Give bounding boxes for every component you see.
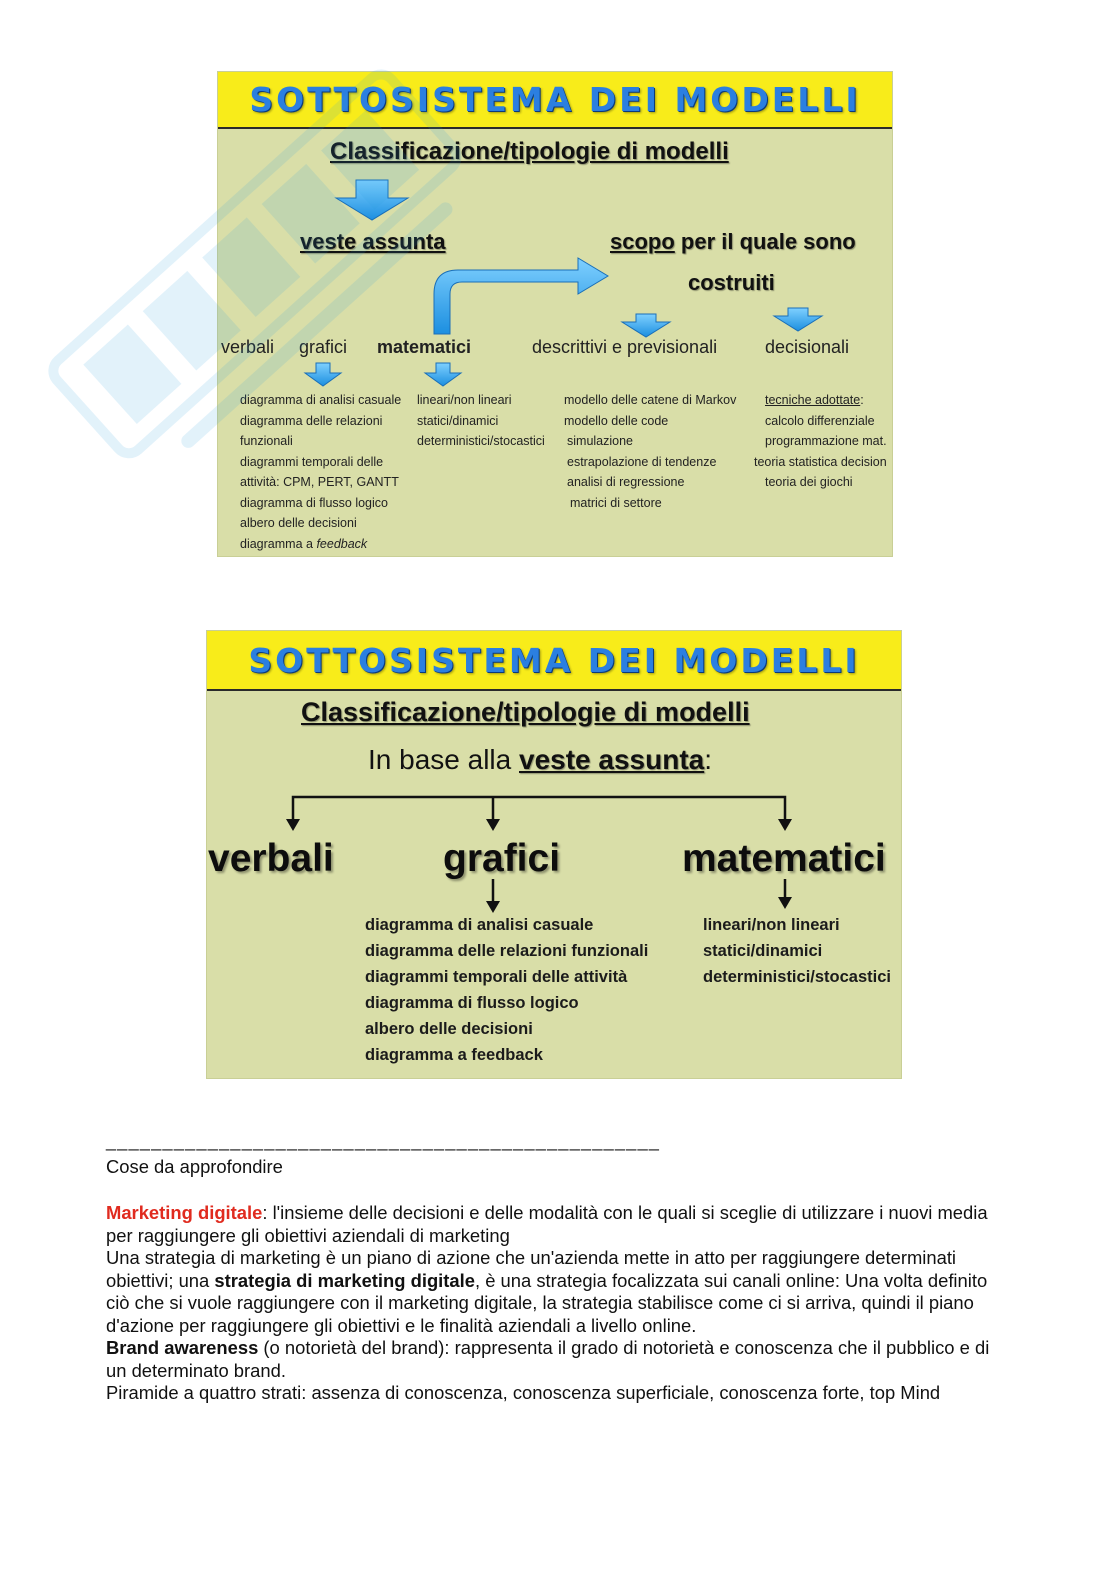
slide-2-title: SOTTOSISTEMA DEI MODELLI [248, 640, 860, 680]
down-arrow-icon [305, 363, 341, 386]
down-arrow-icon [486, 819, 500, 831]
down-arrow-icon [622, 314, 670, 337]
list-item: diagramma delle relazioni funzionali [365, 942, 649, 960]
list-item: lineari/non lineari [417, 393, 512, 407]
list-item: statici/dinamici [417, 413, 499, 428]
list-item: diagramma a feedback [240, 536, 368, 551]
branch-scopo [610, 229, 856, 255]
matematici-list [703, 912, 891, 990]
slide-1 [218, 72, 892, 556]
down-arrow-icon [774, 308, 822, 331]
list-item: statici/dinamici [703, 942, 823, 960]
decisionali-list [754, 390, 887, 493]
slide-1-title: SOTTOSISTEMA DEI MODELLI [249, 80, 861, 119]
paragraph-piramide: Piramide a quattro strati: assenza di conoscenza, conoscenza superficiale, conoscenza forte, top Mind [106, 1382, 941, 1403]
category-matematici: matematici [377, 337, 472, 357]
descrittivi-list [564, 390, 736, 513]
list-item: diagramma di analisi casuale [240, 393, 402, 407]
term-marketing-digitale: Marketing digitale [106, 1202, 263, 1223]
category-verbali: verbali [208, 837, 334, 880]
bent-arrow-icon [434, 258, 608, 334]
down-arrow-icon [778, 819, 792, 831]
grafici-list [240, 390, 401, 554]
list-item: deterministici/stocastici [417, 434, 545, 448]
slide-2 [207, 631, 901, 1078]
category-grafici: grafici [443, 837, 561, 880]
list-item: diagramma di flusso logico [240, 495, 388, 510]
list-item: matrici di settore [570, 495, 662, 510]
list-item: simulazione [567, 434, 634, 448]
list-item: estrapolazione di tendenze [567, 454, 717, 469]
list-item: attività: CPM, PERT, GANTT [240, 475, 399, 489]
list-item: teoria statistica decision [754, 454, 887, 469]
notes-body [106, 1202, 1006, 1405]
down-arrow-icon [286, 819, 300, 831]
list-item: diagramma di flusso logico [365, 994, 579, 1012]
list-item: diagramma a feedback [365, 1046, 543, 1064]
basis-line: In base alla veste assunta: [368, 744, 712, 775]
grafici-list [365, 912, 648, 1068]
term-strategia-digitale: strategia di marketing digitale [214, 1269, 475, 1291]
list-item: analisi di regressione [567, 475, 685, 489]
list-item: tecniche adottate: [765, 393, 864, 407]
list-item: diagrammi temporali delle attività [365, 968, 628, 986]
category-verbali: verbali [221, 337, 275, 357]
paragraph-strategia: Una strategia di marketing è un piano di azione che un'azienda mette in atto per raggiungere determinati obiettivi; una strategia di marketing digitale, è una strategia focalizzata sui canali online: Una volta definito ciò che si vuole raggiungere con il marketing digitale, la strategia stabilisce come ci si arriva, quindi il piano d'azione per raggiungere gli obiettivi e le finalità aziendali a livello online. [106, 1247, 988, 1336]
separator-line: _________________________________________________ [106, 1131, 661, 1151]
list-item: deterministici/stocastici [703, 968, 891, 986]
list-item: diagrammi temporali delle [240, 454, 384, 469]
branch-costruiti: costruiti [688, 270, 775, 295]
down-arrow-icon [425, 363, 461, 386]
list-item: lineari/non lineari [703, 916, 840, 934]
term-brand-awareness: Brand awareness [106, 1337, 259, 1358]
category-descrittivi: descrittivi e previsionali [532, 337, 718, 357]
list-item: modello delle code [564, 413, 669, 428]
list-item: albero delle decisioni [365, 1020, 533, 1038]
list-item: diagramma delle relazioni [240, 413, 383, 428]
list-item: albero delle decisioni [240, 516, 357, 530]
list-item: modello delle catene di Markov [564, 393, 737, 407]
paragraph-marketing-digitale: Marketing digitale: l'insieme delle decisioni e delle modalità con le quali si sceglie di utilizzare i nuovi media per raggiungere gli obiettivi aziendali di marketing [106, 1202, 988, 1246]
list-item: teoria dei giochi [765, 475, 853, 489]
branch-veste-assunta: veste assunta [300, 229, 446, 254]
down-arrow-icon [336, 180, 408, 220]
list-item: calcolo differenziale [765, 413, 875, 428]
list-item: diagramma di analisi casuale [365, 916, 594, 934]
category-decisionali: decisionali [765, 337, 850, 357]
slide-2-subtitle: Classificazione/tipologie di modelli [301, 697, 750, 727]
notes-heading: Cose da approfondire [106, 1156, 283, 1177]
paragraph-brand-awareness: Brand awareness (o notorietà del brand): rappresenta il grado di notorietà e conoscenza che il pubblico e di un determinato brand. [106, 1337, 990, 1381]
category-grafici: grafici [299, 337, 348, 357]
list-item: programmazione mat. [765, 434, 887, 448]
matematici-list [417, 390, 545, 452]
list-item: funzionali [240, 434, 293, 448]
slide-1-subtitle: Classificazione/tipologie di modelli [330, 138, 729, 165]
scopo-rest: per il quale sono [674, 229, 856, 254]
category-matematici: matematici [682, 837, 886, 880]
down-arrow-icon [778, 897, 792, 909]
scopo-keyword: scopo [610, 229, 675, 254]
